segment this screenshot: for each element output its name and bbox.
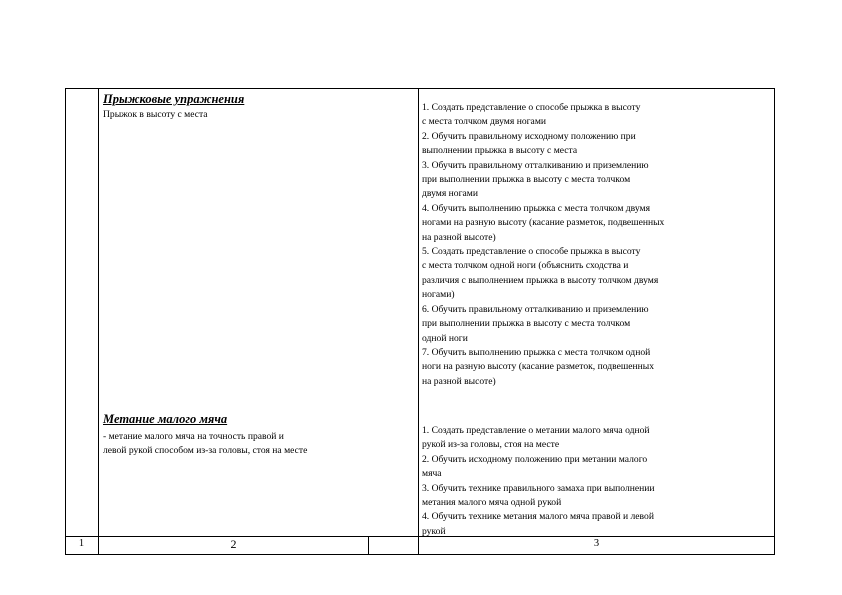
objective-line: 2. Обучить исходному положению при метании малого <box>422 453 648 465</box>
objective-line: 2. Обучить правильному исходному положению при <box>422 130 636 142</box>
jump-exercises-title: Прыжковые упражнения <box>103 92 245 106</box>
objective-line: двумя ногами <box>422 188 478 200</box>
objective-line: на разной высоте) <box>422 375 496 387</box>
jump-exercises-subtitle: Прыжок в высоту с места <box>103 109 208 120</box>
table-border-bottom <box>65 554 775 555</box>
ball-throwing-title: Метание малого мяча <box>103 412 228 426</box>
objective-line: на разной высоте) <box>422 231 496 243</box>
jump-objectives-list <box>422 101 772 389</box>
column-number-3: 3 <box>593 538 600 549</box>
ball-throwing-description <box>103 430 307 459</box>
right-content-cell <box>422 101 772 537</box>
objective-line: 3. Обучить правильному отталкиванию и приземлению <box>422 159 649 171</box>
table-border-top <box>65 88 775 89</box>
throwing-objectives-list <box>422 424 655 539</box>
objective-line: различия с выполнением прыжка в высоту толчком двумя <box>422 274 659 286</box>
objective-line: рукой <box>422 525 446 537</box>
objective-line: рукой из-за головы, стоя на месте <box>422 439 560 451</box>
objective-line: одной ноги <box>422 332 468 344</box>
table-border-left <box>65 88 66 555</box>
objective-line: с места толчком двумя ногами <box>422 116 547 128</box>
table-border-right <box>774 88 775 555</box>
objective-line: 4. Обучить технике метания малого мяча правой и левой <box>422 511 654 523</box>
column-number-2: 2 <box>230 537 237 551</box>
column-number-1: 1 <box>78 538 85 549</box>
objective-line: 1. Создать представление о метании малого мяча одной <box>422 425 650 436</box>
objective-line: при выполнении прыжка в высоту с места толчком <box>422 174 631 186</box>
objective-line: выполнении прыжка в высоту с места <box>422 145 578 157</box>
objective-line: с места толчком одной ноги (объяснить сходства и <box>422 260 629 272</box>
objective-line: метания малого мяча одной рукой <box>422 497 562 509</box>
ball-throwing-line: - метание малого мяча на точность правой и <box>103 431 284 442</box>
objective-line: ногами) <box>422 289 455 301</box>
column-divider-sub <box>368 536 369 555</box>
objective-line: 1. Создать представление о способе прыжка в высоту <box>422 102 641 113</box>
ball-throwing-line: левой рукой способом из-за головы, стоя на месте <box>103 445 308 457</box>
objective-line: ногами на разную высоту (касание разметок, подвешенных <box>422 217 665 229</box>
objective-line: 5. Создать представление о способе прыжка в высоту <box>422 246 641 258</box>
objective-line: 6. Обучить правильному отталкиванию и приземлению <box>422 303 649 315</box>
objective-line: при выполнении прыжка в высоту с места толчком <box>422 318 631 330</box>
objective-line: 3. Обучить технике правильного замаха при выполнении <box>422 482 655 494</box>
objective-line: 7. Обучить выполнению прыжка с места толчком одной <box>422 346 651 358</box>
column-divider-2 <box>418 88 419 555</box>
objective-line: мяча <box>422 468 442 480</box>
column-divider-1 <box>98 88 99 555</box>
objective-line: ноги на разную высоту (касание разметок, подвешенных <box>422 361 655 373</box>
objective-line: 4. Обучить выполнению прыжка с места толчком двумя <box>422 202 651 214</box>
left-content-cell <box>103 92 415 532</box>
curriculum-table <box>65 88 775 554</box>
